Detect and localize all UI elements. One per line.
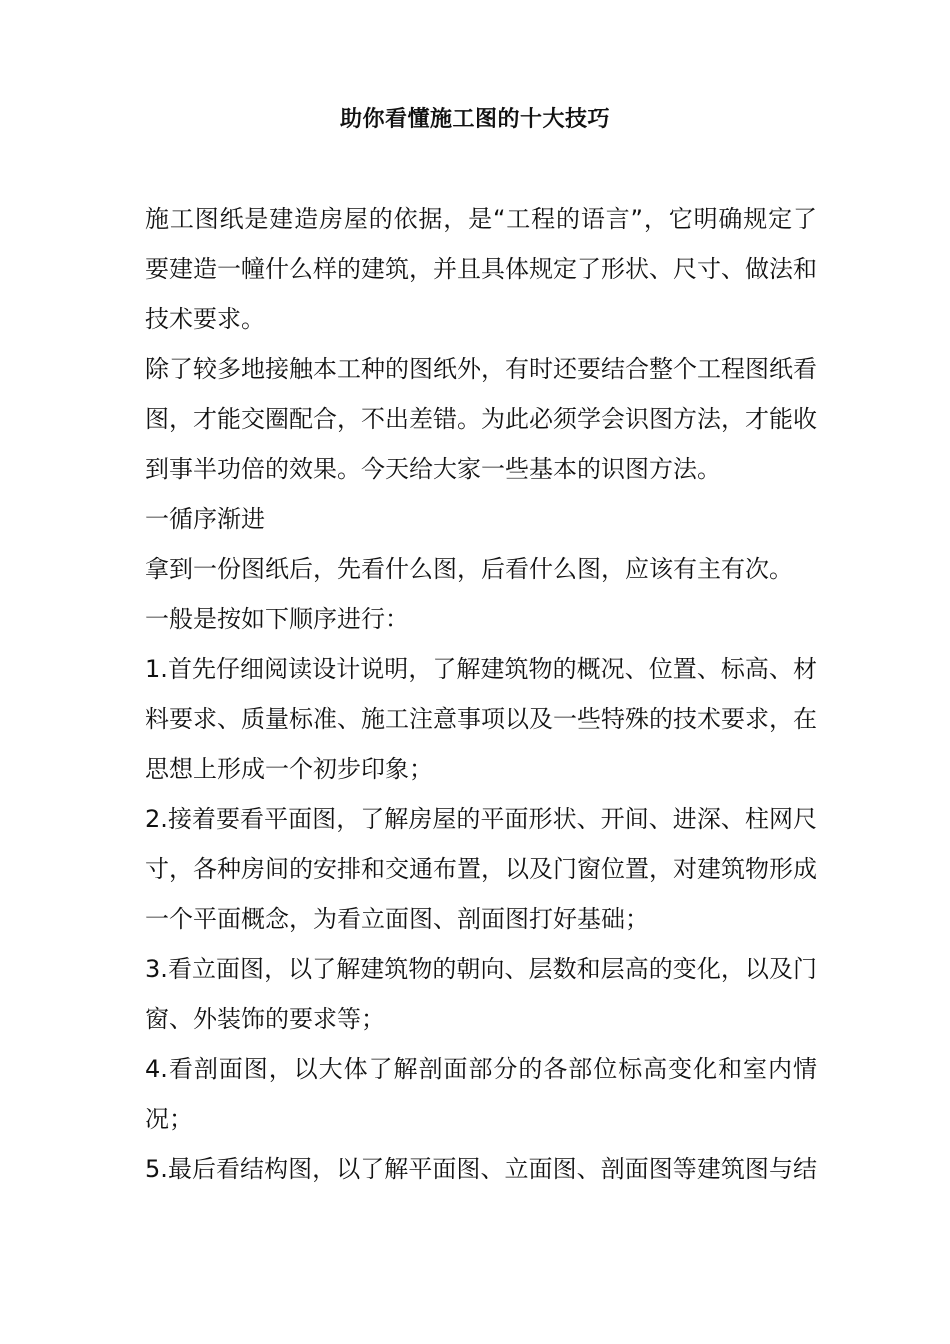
body-line: 要建造一幢什么样的建筑，并且具体规定了形状、尺寸、做法和 xyxy=(145,255,817,283)
body-line: 到事半功倍的效果。今天给大家一些基本的识图方法。 xyxy=(145,455,721,483)
list-item-line: 2.接着要看平面图，了解房屋的平面形状、开间、进深、柱网尺 xyxy=(145,805,817,833)
list-item-line: 3.看立面图，以了解建筑物的朝向、层数和层高的变化，以及门 xyxy=(145,955,817,983)
body-line: 除了较多地接触本工种的图纸外，有时还要结合整个工程图纸看 xyxy=(145,355,817,383)
body-line: 一般是按如下顺序进行： xyxy=(145,605,409,633)
list-item-line: 5.最后看结构图，以了解平面图、立面图、剖面图等建筑图与结 xyxy=(145,1155,817,1183)
list-item-line: 窗、外装饰的要求等； xyxy=(145,1005,385,1033)
list-item-line: 4.看剖面图，以大体了解剖面部分的各部位标高变化和室内情 xyxy=(145,1055,817,1083)
list-item-line: 思想上形成一个初步印象； xyxy=(145,755,433,783)
section-heading: 一循序渐进 xyxy=(145,505,265,533)
list-item-line: 一个平面概念，为看立面图、剖面图打好基础； xyxy=(145,905,649,933)
list-item-line: 料要求、质量标准、施工注意事项以及一些特殊的技术要求，在 xyxy=(145,705,817,733)
document-title: 助你看懂施工图的十大技巧 xyxy=(339,107,610,132)
body-line: 施工图纸是建造房屋的依据，是“工程的语言”，它明确规定了 xyxy=(145,205,817,233)
body-line: 图，才能交圈配合，不出差错。为此必须学会识图方法，才能收 xyxy=(145,405,817,433)
list-item-line: 寸，各种房间的安排和交通布置，以及门窗位置，对建筑物形成 xyxy=(145,855,817,883)
list-item-line: 况； xyxy=(145,1105,193,1133)
body-line: 技术要求。 xyxy=(145,305,265,333)
body-line: 拿到一份图纸后，先看什么图，后看什么图，应该有主有次。 xyxy=(145,555,793,583)
list-item-line: 1.首先仔细阅读设计说明，了解建筑物的概况、位置、标高、材 xyxy=(145,655,817,683)
document-body xyxy=(145,194,817,1194)
